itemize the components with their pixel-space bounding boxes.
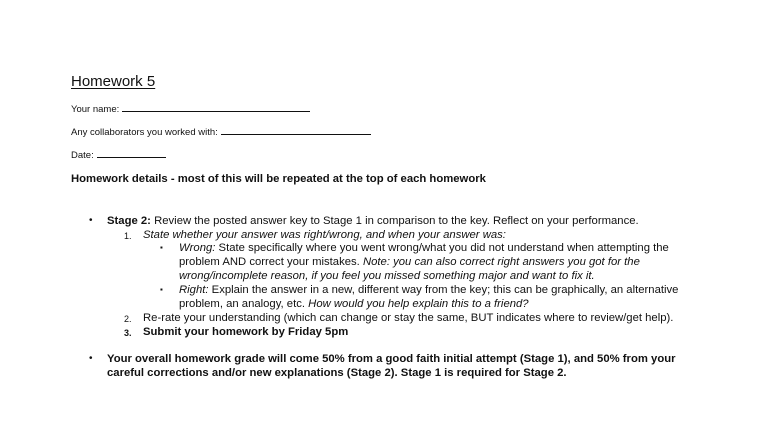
wrong-line3: wrong/incomplete reason, if you feel you missed something major and want to fix it. [179, 270, 595, 282]
wrong-subitem [179, 241, 669, 255]
wrong-label: Wrong: [179, 242, 216, 254]
list-item-text: Re-rate your understanding (which can change or stay the same, BUT indicates where to review/get help). [143, 312, 674, 324]
details-heading: Homework details - most of this will be repeated at the top of each homework [71, 173, 486, 185]
bullet-marker: • [89, 353, 93, 364]
list-number: 3. [124, 328, 132, 338]
date-field-label: Date: [71, 150, 94, 161]
list-item-text: State whether your answer was right/wrong, and when your answer was: [143, 229, 506, 241]
wrong-line2 [179, 255, 640, 269]
collaborators-blank-line[interactable] [221, 125, 371, 135]
name-blank-line[interactable] [122, 102, 310, 112]
date-blank-line[interactable] [97, 148, 166, 158]
right-line1: Explain the answer in a new, different way from the key; this can be graphically, an alternative [208, 284, 679, 296]
grade-policy-line2: careful corrections and/or new explanations (Stage 2). Stage 1 is required for Stage 2. [107, 367, 567, 379]
right-line2-italic: How would you help explain this to a friend? [308, 298, 529, 310]
wrong-line2-italic: Note: you can also correct right answers you got for the [362, 256, 640, 268]
page-title: Homework 5 [71, 73, 156, 90]
right-subitem [179, 283, 678, 297]
submit-deadline: Submit your homework by Friday 5pm [143, 326, 349, 338]
collaborators-field-label: Any collaborators you worked with: [71, 127, 218, 138]
right-line2 [179, 297, 529, 311]
right-line2-plain: problem, an analogy, etc. [179, 298, 309, 310]
name-field[interactable] [71, 102, 310, 115]
stage2-text: Review the posted answer key to Stage 1 in comparison to the key. Reflect on your performance. [150, 215, 639, 227]
grade-policy-line1: Your overall homework grade will come 50% from a good faith initial attempt (Stage 1), and 50% from your [107, 353, 676, 365]
stage2-label: Stage 2: [107, 215, 151, 227]
square-bullet-icon: ▪ [160, 285, 163, 294]
collaborators-field[interactable] [71, 125, 371, 138]
square-bullet-icon: ▪ [160, 243, 163, 252]
bullet-marker: • [89, 215, 93, 226]
list-number: 2. [124, 314, 132, 324]
right-label: Right: [179, 284, 209, 296]
date-field[interactable] [71, 148, 166, 161]
wrong-line2-plain: problem AND correct your mistakes. [179, 256, 363, 268]
name-field-label: Your name: [71, 104, 120, 115]
stage2-paragraph [107, 214, 639, 228]
wrong-line1: State specifically where you went wrong/what you did not understand when attempting the [215, 242, 669, 254]
list-number: 1. [124, 231, 132, 241]
